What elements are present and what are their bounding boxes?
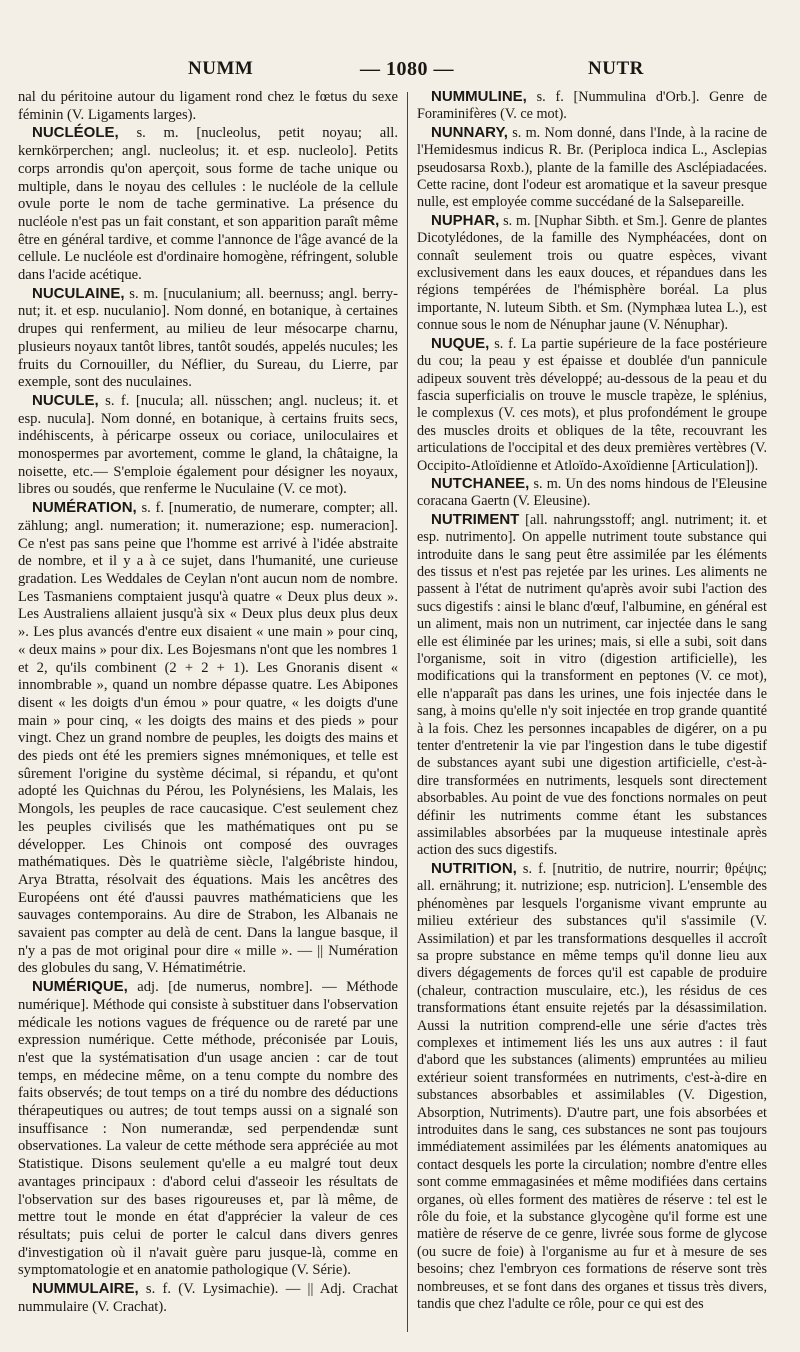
running-head [0, 52, 800, 82]
entry-nummulaire [18, 1280, 398, 1316]
entry-headword: NUPHAR, [431, 211, 500, 229]
entry-headword: NUMMULINE, [431, 88, 527, 105]
entry-headword: NUQUE, [431, 334, 490, 352]
entry-headword: NUMMULAIRE, [32, 1280, 139, 1298]
entry-headword: NUCULE, [32, 391, 99, 409]
entry-nunnary [417, 124, 767, 212]
entry-text: s. m. Un des noms hindous de l'Eleusine coracana Gaertn (V. Eleusine). [417, 475, 767, 510]
entry-text: s. f. [nutritio, de nutrire, nourrir; θρέψις; all. ernährung; it. nutrizione; esp. nutricion]. L'ensemble des phénomènes par lesquels l'organisme vivant emprunte au milieu extérieur des substances qu'il s'assimile (V. Assimilation) et par les transformations desquelles il accroît sa propre substance en même temps qu'il donne lieu aux divers dégagements de forces qu'il est capable de produire (chaleur, contraction musculaire, etc.), les résidus de ces transformations étant ensuite rejetés par la désassimilation. Aussi la nutrition comprend-elle une série d'actes très complexes et intimement liés les uns aux autres : il faut d'abord que les substances (aliments) empruntées au milieu extérieur soient transformées en nutriments, c'est-à-dire en substances absorbables et assimilables (V. Digestion, Absorption, Nutriments). D'autre part, une fois absorbées et introduites dans le sang, ces substances ne sont pas toujours immédiatement assimilées par les éléments anatomiques au contact desquels les porte la circulation; nombre d'entre elles sont comme emmagasinées et même modifiées dans certains organes, où elles forment des matières de réserve : tel est le rôle du foie, et la substance glycogène qu'il forme est une matière de réserve de ce genre, livrée sous forme de glycose (ou sucre de foie) à l'organisme au fur et à mesure de ses besoins; chez l'embryon ces formations de réserve sont très nombreuses, et se font dans des organes et tissus très divers, tandis que chez l'adulte ce rôle, pour ce qui est des [417, 860, 767, 1313]
entry-text: s. m. [nucleolus, petit noyau; all. kernkörperchen; angl. nucleolus; it. et esp. nucleolo]. Petits corps arrondis qu'on aperçoit, sous forme de tache unique ou multiple, dans le noyau des cellules : le nucléole de la cellule ovule porte le nom de tache germinative. La présence du nucléole n'est pas un fait constant, et son apparition paraît même être en général tardive, et comme l'annonce de l'âge avancé de la cellule. Le nucléole est d'ordinaire homogène, réfringent, soluble dans l'acide acétique. [18, 125, 398, 284]
entry-numeration [18, 499, 398, 978]
entry-text: s. f. (V. Lysimachie). — || Adj. Crachat nummulaire (V. Crachat). [18, 1281, 398, 1315]
entry-headword: NUCULAINE, [32, 284, 125, 302]
entry-text: s. f. [numeratio, de numerare, compter; all. zählung; angl. numeration; it. numerazione; esp. numeracion]. Ce n'est pas sans peine que l'homme est arrivé à l'idée abstraite de nombre, et il y a à ce sujet, dans l'humanité, une curieuse gradation. Les Weddales de Ceylan n'ont aucun nom de nombre. Les Tasmaniens comptaient jusqu'à quatre « Deux plus deux ». Les Australiens allaient jusqu'à six « Deux plus deux plus deux ». Les plus avancés d'entre eux disaient « une main » pour cinq, « deux mains » pour dix. Les Bojesmans n'ont que les nombres 1 et 2, qu'ils combinent (2 + 2 + 1). Les Gnoranis disent « innombrable », quand un nombre dépasse quatre. Les Abipones disent « les doigts d'un émou » pour quatre, « les doigts d'une main » pour cinq, « les doigts des mains et des pieds » pour vingt. Chez un grand nombre de peuples, les doigts des mains et des pieds ont été les premiers signes mnémoniques, et telle est sûrement l'origine du système décimal, si répandu, et qu'ont adopté les Quichnas du Pérou, les Polynésiens, les Malais, les Mongols, les peuples de race caucasique. C'est seulement chez les peuples civilisés que les mathématiques ont pu se développer. Les Chinois ont composé des ouvrages mathématiques. Dès le quatrième siècle, l'algébriste hindou, Arya Btratta, résolvait des équations. Mais les ancêtres des Européens ont été d'aussi pauvres mathématiciens que les sauvages contemporains. Au dire de Strabon, les Albanais ne savaient pas compter au delà de cent. Dans la langue basque, il n'y a pas de mot original pour dire « mille ». — || Numération des globules du sang, V. Hématimétrie. [18, 500, 398, 977]
entry-nucule [18, 392, 398, 499]
entry-nucleole [18, 124, 398, 284]
entry-numerique [18, 978, 398, 1280]
running-head-left: NUMM [188, 58, 254, 79]
column-divider [407, 92, 408, 1332]
entry-headword: NUMÉRIQUE, [32, 978, 128, 996]
left-column [18, 88, 398, 1338]
running-head-right: NUTR [588, 58, 644, 79]
entry-headword: NUTCHANEE, [431, 474, 530, 492]
entry-text: s. f. La partie supérieure de la face postérieure du cou; la peau y est épaisse et doublée d'un pannicule adipeux souvent très développé; au-dessous de la peau et du fascia superficialis on trouve le muscle trapèze, le splénius, le complexus (V. ces mots), et plus profondément le groupe des muscles droits et obliques de la tête, recouvrant les articulations de l'occipital et des deux premières vertèbres (V. Occipito-Atloïdienne et Atloïdo-Axoïdienne [Articulation]). [417, 335, 767, 474]
entry-text: adj. [de numerus, nombre]. — Méthode numérique]. Méthode qui consiste à substituer dans l'observation médicale les notions vagues de fréquence ou de rareté par une expression numérique. Cette méthode, préconisée par Louis, n'est que la systématisation d'un usage ancien : car de tout temps, en médecine même, on a tenu compte du nombre des faits observés; de tout temps on a tiré du nombre des déductions thérapeutiques ou autres; de tout temps aussi on a signalé son insuffisance : Non numerandæ, sed perpendendæ sunt observationes. La valeur de cette méthode sera appréciée au mot Statistique. Disons seulement qu'elle a eu malgré tout deux avantages principaux : d'abord celui d'asseoir les résultats de l'observation sur des bases rigoureuses et, par là même, de mettre tout le monde en état d'apprécier la valeur de ces résultats; puis celui de porter le calcul dans divers genres d'investigation où il n'avait guère paru jusque-là, comme en symptomatologie et en anatomie pathologique (V. Série). [18, 979, 398, 1279]
entry-text: s. m. [Nuphar Sibth. et Sm.]. Genre de plantes Dicotylédones, de la famille des Nymphéacées, dont on connaît seulement trois ou quatre espèces, vivant exclusivement dans les eaux douces, et répandues dans les régions tempérées de l'hémisphère boréal. La plus importante, N. luteum Sibth. et Sm. (Nymphæa lutea L.), est connue sous le nom de Nénuphar jaune (V. Nénuphar). [417, 212, 767, 334]
entry-nutrition [417, 860, 767, 1314]
entry-headword: NUTRIMENT [431, 510, 520, 528]
entry-continuation [18, 88, 398, 124]
entry-headword: NUCLÉOLE, [32, 124, 119, 142]
entry-nuphar [417, 212, 767, 335]
entry-text: s. m. Nom donné, dans l'Inde, à la racine de l'Hemidesmus indicus R. Br. (Periploca indica L., Asclepias pseudosarsa Roxb.), plante de la famille des Asclépiadacées. Cette racine, dont l'odeur est aromatique et la saveur presque nulle, est employée comme succédané de la Salsepareille. [417, 124, 767, 211]
entry-nutchanee [417, 475, 767, 511]
entry-headword: NUTRITION, [431, 859, 517, 877]
entry-nutriment [417, 511, 767, 860]
entry-text: [all. nahrungsstoff; angl. nutriment; it. et esp. nutrimento]. On appelle nutriment toute substance qui introduite dans le sang peut être assimilée par les éléments des tissus et n'est pas rejetée par les urines. Les aliments ne passent à l'état de nutriment qu'après avoir subi l'action des sucs digestifs : ainsi le blanc d'œuf, l'albumine, en général est un aliment, mais non un nutriment, car injectée dans le sang elle est éliminée par les urines; mais, si elle a subi, soit dans l'organisme, soit in vitro (digestion artificielle), les modifications qui la transforment en peptones (V. ce mot), elle n'apparaît pas dans les urines, une fois injectée dans le sang, à moins qu'elle n'y soit injectée en trop grande quantité à la fois. Chez les personnes incapables de digérer, on a pu tenter d'entretenir la vie par l'ingestion dans le tube digestif de substances ayant subi une digestion artificielle, c'est-à-dire transformées en nutriments, lesquels sont directement absorbables. Au point de vue des fonctions normales on peut définir les nutriments comme étant les substances assimilables absorbées par la muqueuse intestinale après action des sucs digestifs. [417, 511, 767, 859]
entry-text: s. f. [nucula; all. nüsschen; angl. nucleus; it. et esp. nucula]. Nom donné, en botanique, à certains fruits secs, indéhiscents, à péricarpe osseux ou coriace, uniloculaires et monospermes par avortement, comme le gland, la châtaigne, la noisette, etc.— S'emploie également pour désigner les noyaux, libres ou soudés, que renferme le Nuculaine (V. ce mot). [18, 392, 398, 498]
entry-text: nal du péritoine autour du ligament rond chez le fœtus du sexe féminin (V. Ligaments larges). [18, 89, 398, 123]
entry-text: s. m. [nuculanium; all. beernuss; angl. berry-nut; it. et esp. nuculanio]. Nom donné, en botanique, à certaines drupes qui renferment, au milieu de leur mésocarpe charnu, plusieurs noyaux tantôt libres, tantôt soudés, appelés nucules; les fruits du Cornouiller, du Néflier, du Sureau, du Lierre, par exemple, sont des nuculaines. [18, 285, 398, 391]
entry-nuculaine [18, 285, 398, 392]
entry-headword: NUMÉRATION, [32, 499, 137, 517]
entry-nummuline [417, 88, 767, 124]
page-number: — 1080 — [360, 58, 454, 80]
entry-headword: NUNNARY, [431, 123, 508, 141]
entry-nuque [417, 335, 767, 475]
entry-text: s. f. [Nummulina d'Orb.]. Genre de Foraminifères (V. ce mot). [417, 89, 767, 123]
right-column [417, 88, 767, 1338]
